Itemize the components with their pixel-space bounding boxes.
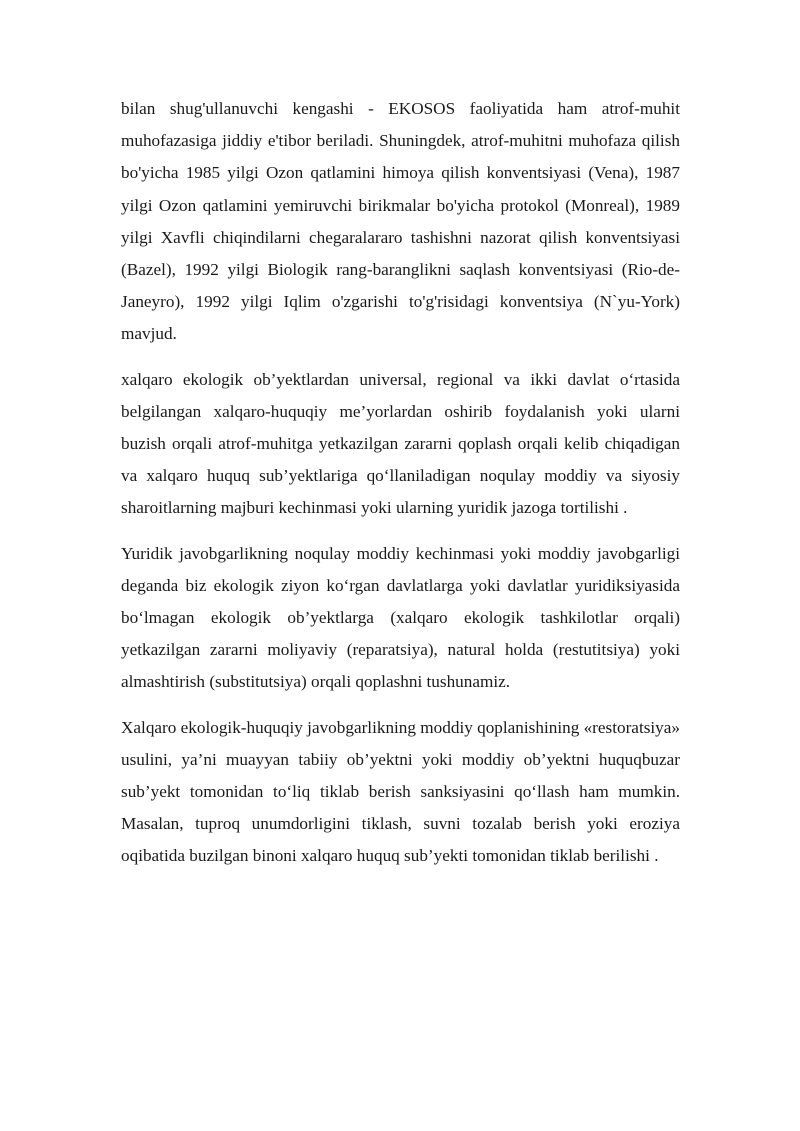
paragraph-1: bilan shug'ullanuvchi kengashi - EKOSOS faoliyatida ham atrof-muhit muhofazasiga jiddiy e'tibor beriladi. Shuningdek, atrof-muhitni muhofaza qilish bo'yicha 1985 yilgi Ozon qatlamini himoya qilish konventsiyasi (Vena), 1987 yilgi Ozon qatlamini yemiruvchi birikmalar bo'yicha protokol (Monreal), 1989 yilgi Xavfli chiqindilarni chegaralararo tashishni nazorat qilish konventsiyasi (Bazel), 1992 yilgi Biologik rang-baranglikni saqlash konventsiyasi (Rio-de-Janeyro), 1992 yilgi Iqlim o'zgarishi to'g'risidagi konventsiya (N`yu-York) mavjud. (121, 99, 680, 344)
document-body (121, 93, 680, 886)
paragraph-3: Yuridik javobgarlikning noqulay moddiy kechinmasi yoki moddiy javobgarligi deganda biz ekologik ziyon ko‘rgan davlatlarga yoki davlatlar yuridiksiyasida bo‘lmagan ekologik ob’yektlarga (xalqaro ekologik tashkilotlar orqali) yetkazilgan zararni moliyaviy (reparatsiya), natural holda (restutitsiya) yoki almashtirish (substitutsiya) orqali qoplashni tushunamiz. (121, 543, 680, 692)
paragraph-2: xalqaro ekologik ob’yektlardan universal, regional va ikki davlat o‘rtasida belgilangan xalqaro-huquqiy me’yorlardan oshirib foydalanish yoki ularni buzish orqali atrof-muhitga yetkazilgan zararni qoplash orqali kelib chiqadigan va xalqaro huquq sub’yektlariga qo‘llaniladigan noqulay moddiy va siyosiy sharoitlarning majburi kechinmasi yoki ularning yuridik jazoga tortilishi . (121, 369, 680, 518)
paragraph-4: Xalqaro ekologik-huquqiy javobgarlikning moddiy qoplanishining «restoratsiya» usulini, ya’ni muayyan tabiiy ob’yektni yoki moddiy ob’yektni huquqbuzar sub’yekt tomonidan to‘liq tiklab berish sanksiyasini qo‘llash ham mumkin. Masalan, tuproq unumdorligini tiklash, suvni tozalab berish yoki eroziya oqibatida buzilgan binoni xalqaro huquq sub’yekti tomonidan tiklab berilishi . (121, 717, 680, 866)
